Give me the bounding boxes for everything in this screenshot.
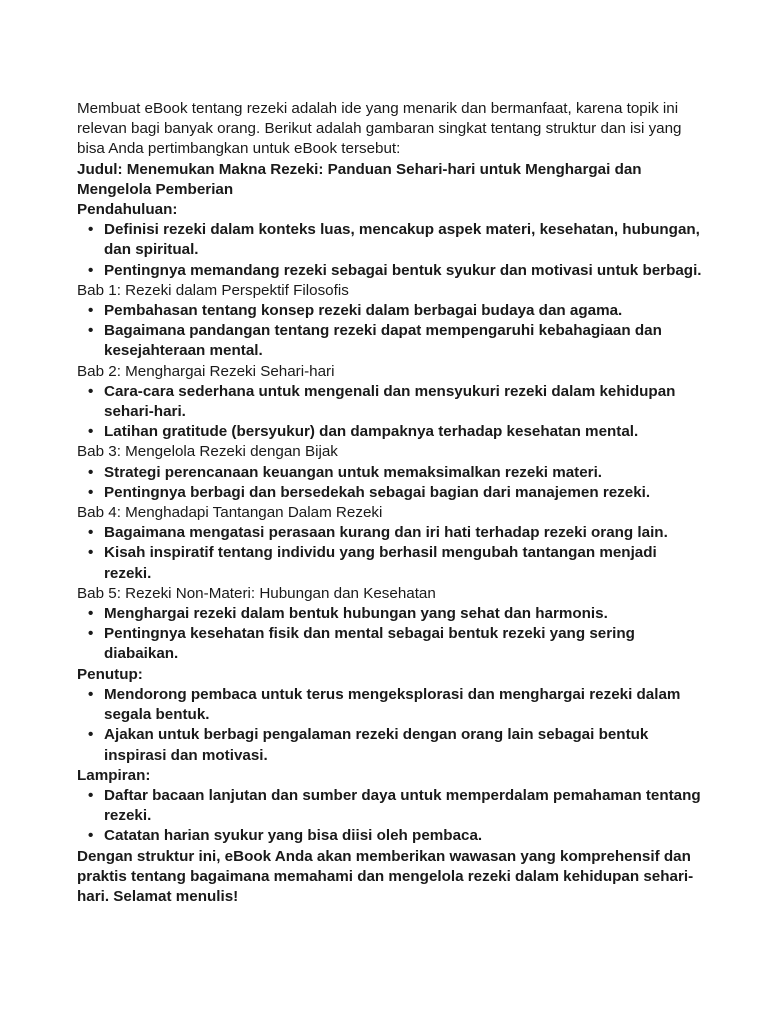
list-item (77, 624, 707, 664)
ebook-title: Judul: Menemukan Makna Rezeki: Panduan Sehari-hari untuk Menghargai dan Mengelola Pemberian (77, 160, 642, 198)
list-item (77, 301, 707, 321)
list-item (77, 220, 707, 260)
list-item (77, 786, 707, 826)
list-item-text: Pentingnya memandang rezeki sebagai bentuk syukur dan motivasi untuk berbagi. (104, 261, 702, 279)
section-heading: Penutup: (77, 665, 143, 683)
section-bab-1 (77, 281, 707, 362)
list-item-text: Menghargai rezeki dalam bentuk hubungan yang sehat dan harmonis. (104, 605, 608, 623)
list-item-text: Catatan harian syukur yang bisa diisi oleh pembaca. (104, 827, 483, 845)
bullet-icon: • (88, 827, 94, 845)
list-item (77, 261, 707, 281)
list-item (77, 685, 707, 725)
section-bab-5 (77, 584, 707, 665)
section-heading: Bab 5: Rezeki Non-Materi: Hubungan dan Kesehatan (77, 584, 436, 602)
list-item-text: Strategi perencanaan keuangan untuk memaksimalkan rezeki materi. (104, 463, 603, 481)
bullet-icon: • (88, 322, 94, 340)
list-item-text: Ajakan untuk berbagi pengalaman rezeki dengan orang lain sebagai bentuk inspirasi dan motivasi. (104, 726, 649, 764)
bullet-list (77, 523, 707, 584)
list-item (77, 725, 707, 765)
list-item-text: Bagaimana mengatasi perasaan kurang dan iri hati terhadap rezeki orang lain. (104, 524, 668, 542)
bullet-list (77, 382, 707, 443)
list-item (77, 543, 707, 583)
closing-paragraph: Dengan struktur ini, eBook Anda akan memberikan wawasan yang komprehensif dan praktis tentang bagaimana memahami dan mengelola rezeki dalam kehidupan sehari-hari. Selamat menulis! (77, 847, 694, 905)
section-lampiran (77, 766, 707, 847)
bullet-list (77, 685, 707, 766)
list-item (77, 604, 707, 624)
list-item-text: Definisi rezeki dalam konteks luas, mencakup aspek materi, kesehatan, hubungan, dan spiritual. (104, 221, 700, 259)
bullet-icon: • (88, 605, 94, 623)
bullet-icon: • (88, 625, 94, 643)
bullet-icon: • (88, 463, 94, 481)
bullet-list (77, 786, 707, 847)
document-body (77, 99, 707, 907)
list-item-text: Pentingnya berbagi dan bersedekah sebagai bagian dari manajemen rezeki. (104, 483, 651, 501)
section-heading: Lampiran: (77, 766, 151, 784)
intro-paragraph: Membuat eBook tentang rezeki adalah ide yang menarik dan bermanfaat, karena topik ini relevan bagi banyak orang. Berikut adalah gambaran singkat tentang struktur dan isi yang bisa Anda pertimbangkan untuk eBook tersebut: (77, 100, 682, 158)
bullet-icon: • (88, 786, 94, 804)
list-item (77, 321, 707, 361)
bullet-icon: • (88, 524, 94, 542)
list-item (77, 422, 707, 442)
list-item (77, 463, 707, 483)
list-item-text: Pembahasan tentang konsep rezeki dalam berbagai budaya dan agama. (104, 302, 623, 320)
section-heading: Bab 2: Menghargai Rezeki Sehari-hari (77, 362, 335, 380)
section-bab-3 (77, 442, 707, 503)
list-item (77, 826, 707, 846)
bullet-icon: • (88, 423, 94, 441)
bullet-list (77, 220, 707, 281)
section-heading: Pendahuluan: (77, 201, 178, 219)
list-item-text: Mendorong pembaca untuk terus mengeksplorasi dan menghargai rezeki dalam segala bentuk. (104, 685, 681, 724)
bullet-icon: • (88, 261, 94, 279)
bullet-list (77, 604, 707, 665)
bullet-icon: • (88, 483, 94, 501)
list-item-text: Latihan gratitude (bersyukur) dan dampaknya terhadap kesehatan mental. (104, 423, 639, 441)
list-item-text: Kisah inspiratif tentang individu yang berhasil mengubah tantangan menjadi rezeki. (104, 544, 657, 582)
section-pendahuluan (77, 200, 707, 281)
section-heading: Bab 1: Rezeki dalam Perspektif Filosofis (77, 281, 349, 299)
bullet-icon: • (88, 544, 94, 562)
section-heading: Bab 4: Menghadapi Tantangan Dalam Rezeki (77, 504, 383, 522)
bullet-icon: • (88, 382, 94, 400)
list-item-text: Pentingnya kesehatan fisik dan mental sebagai bentuk rezeki yang sering diabaikan. (104, 625, 635, 663)
bullet-list (77, 463, 707, 503)
bullet-icon: • (88, 726, 94, 744)
section-penutup (77, 665, 707, 766)
list-item (77, 523, 707, 543)
list-item-text: Cara-cara sederhana untuk mengenali dan mensyukuri rezeki dalam kehidupan sehari-hari. (104, 382, 676, 421)
list-item-text: Bagaimana pandangan tentang rezeki dapat mempengaruhi kebahagiaan dan kesejahteraan mental. (104, 322, 662, 360)
list-item (77, 382, 707, 422)
bullet-icon: • (88, 302, 94, 320)
section-heading: Bab 3: Mengelola Rezeki dengan Bijak (77, 443, 338, 461)
bullet-icon: • (88, 685, 94, 703)
list-item (77, 483, 707, 503)
section-bab-2 (77, 362, 707, 443)
bullet-list (77, 301, 707, 362)
bullet-icon: • (88, 221, 94, 239)
section-bab-4 (77, 503, 707, 584)
list-item-text: Daftar bacaan lanjutan dan sumber daya untuk memperdalam pemahaman tentang rezeki. (104, 786, 701, 825)
